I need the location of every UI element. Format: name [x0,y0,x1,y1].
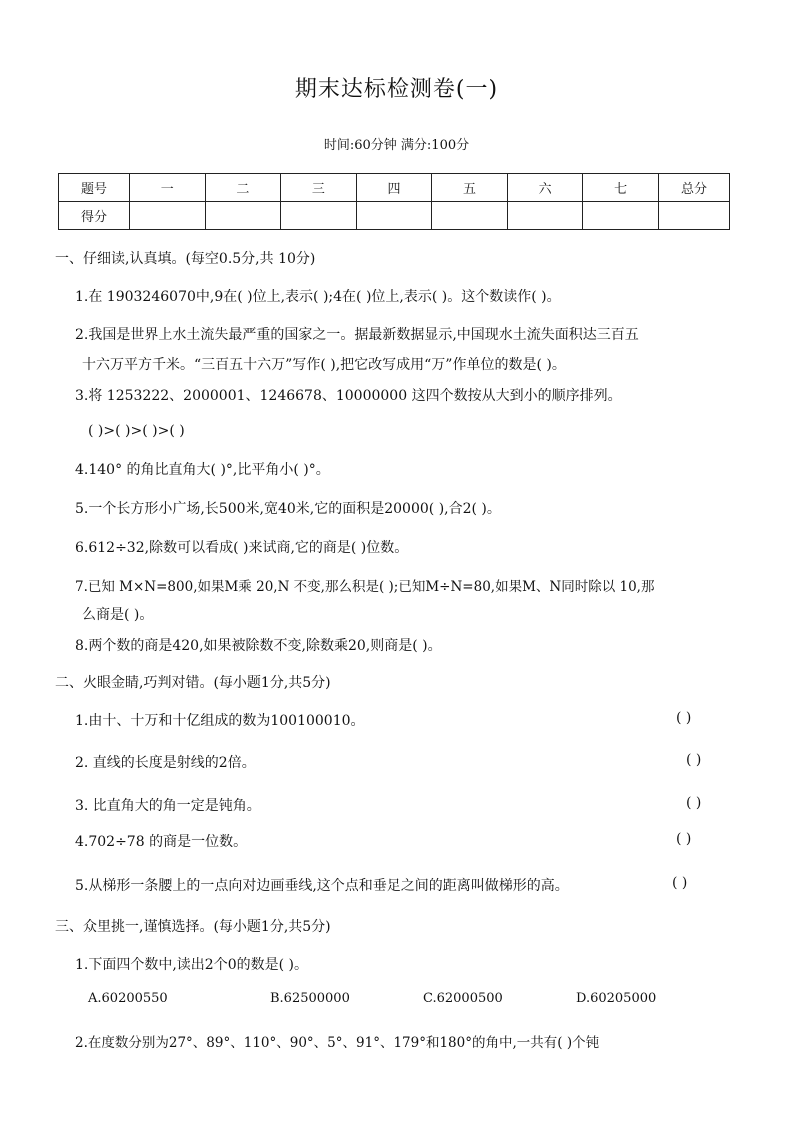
score-cell[interactable] [281,202,357,230]
header-cell: 总分 [659,174,730,202]
header-cell: 四 [356,174,432,202]
header-cell: 五 [432,174,508,202]
s2-item-1-answer[interactable]: ( ) [676,710,692,726]
section-2-heading: 二、火眼金睛,巧判对错。(每小题1分,共5分) [55,675,331,691]
score-cell[interactable] [432,202,508,230]
s1-question-8: 8.两个数的商是420,如果被除数不变,除数乘20,则商是( )。 [75,638,442,654]
page-title: 期末达标检测卷(一) [294,77,499,102]
section-1-heading: 一、仔细读,认真填。(每空0.5分,共 10分) [55,251,316,267]
s3-q1-option-b[interactable]: B.62500000 [270,991,350,1006]
s2-item-3: 3. 比直角大的角一定是钝角。 [75,798,261,814]
score-cell[interactable] [356,202,432,230]
header-cell: 七 [583,174,659,202]
s1-question-3-answer-line: ( )>( )>( )>( ) [88,423,185,439]
s3-question-1: 1.下面四个数中,读出2个0的数是( )。 [75,957,308,973]
s2-item-2: 2. 直线的长度是射线的2倍。 [75,755,256,771]
s1-question-5: 5.一个长方形小广场,长500米,宽40米,它的面积是20000( ),合2( )。 [75,501,501,517]
score-table-header-row [59,174,730,202]
header-cell: 一 [130,174,206,202]
header-cell: 二 [205,174,281,202]
score-cell[interactable] [583,202,659,230]
score-cell[interactable] [130,202,206,230]
score-table [58,173,730,230]
s3-question-2: 2.在度数分别为27°、89°、110°、90°、5°、91°、179°和180°的角中,一共有( )个钝 [75,1035,600,1051]
s2-item-1: 1.由十、十万和十亿组成的数为100100010。 [75,713,365,729]
header-cell: 三 [281,174,357,202]
header-cell: 题号 [59,174,130,202]
s1-question-7-line-1: 7.已知 M×N=800,如果M乘 20,N 不变,那么积是( );已知M÷N=80,如果M、N同时除以 10,那 [75,579,655,595]
s2-item-3-answer[interactable]: ( ) [686,795,702,811]
s3-q1-option-c[interactable]: C.62000500 [423,991,503,1006]
s1-question-4: 4.140° 的角比直角大( )°,比平角小( )°。 [75,462,330,478]
s2-item-2-answer[interactable]: ( ) [686,752,702,768]
section-3-heading: 三、众里挑一,谨慎选择。(每小题1分,共5分) [55,919,331,935]
s2-item-5: 5.从梯形一条腰上的一点向对边画垂线,这个点和垂足之间的距离叫做梯形的高。 [75,878,569,894]
s1-question-2-line-1: 2.我国是世界上水土流失最严重的国家之一。据最新数据显示,中国现水土流失面积达三百五 [75,327,639,343]
score-cell[interactable] [507,202,583,230]
s3-q1-option-a[interactable]: A.60200550 [88,991,168,1006]
s2-item-4-answer[interactable]: ( ) [676,831,692,847]
s2-item-5-answer[interactable]: ( ) [672,875,688,891]
s1-question-2-line-2: 十六万平方千米。“三百五十六万”写作( ),把它改写成用“万”作单位的数是( )。 [82,357,566,373]
s1-question-3: 3.将 1253222、2000001、1246678、10000000 这四个数按从大到小的顺序排列。 [75,388,622,404]
s1-question-6: 6.612÷32,除数可以看成( )来试商,它的商是( )位数。 [75,540,409,556]
s1-question-1: 1.在 1903246070中,9在( )位上,表示( );4在( )位上,表示( )。这个数读作( )。 [75,289,561,305]
score-cell[interactable] [659,202,730,230]
s1-question-7-line-2: 么商是( )。 [82,607,154,623]
score-cell[interactable] [205,202,281,230]
score-row-label: 得分 [59,202,130,230]
score-table-score-row [59,202,730,230]
header-cell: 六 [507,174,583,202]
s3-q1-option-d[interactable]: D.60205000 [576,991,657,1006]
s2-item-4: 4.702÷78 的商是一位数。 [75,834,248,850]
exam-time-and-score: 时间:60分钟 满分:100分 [323,138,470,153]
